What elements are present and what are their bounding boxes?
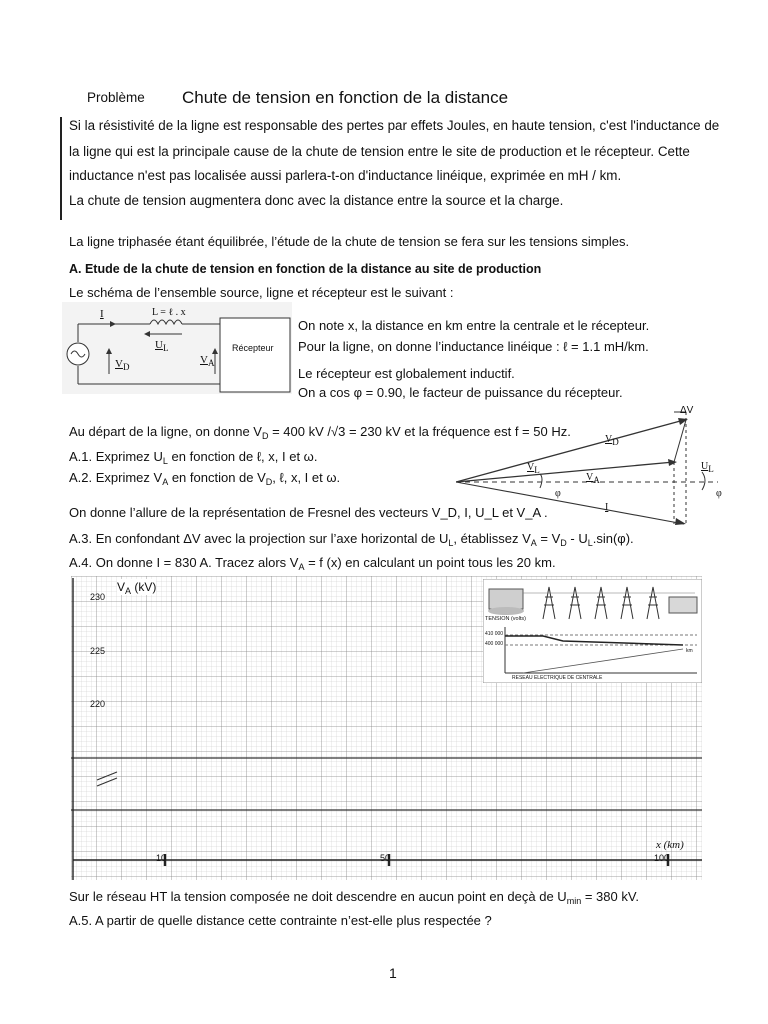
section-a-heading: A. Etude de la chute de tension en fonction de la distance au site de production [69,262,542,276]
circuit-vd-label: $V_D$ [115,358,130,372]
question-a2: A.2. Exprimez $V_A$ en fonction de $V_D$, ℓ, x, I et ω. [69,470,341,487]
phasor-vd-label: $V_D$ [605,434,619,447]
graph-ylabel: $V_A$ (kV) [117,580,157,596]
x-tick-label-50: 50 [380,853,391,863]
phasor-ul-label: $U_L$ [701,461,714,474]
page-title: Chute de tension en fonction de la distance [182,88,509,107]
inset-tension-label: TENSION (volts) [485,616,526,622]
inset-caption: RESEAU ELECTRIQUE DE CENTRALE [512,675,603,681]
phasor-vl-label: $V_L$ [527,462,540,475]
x-tick-label-100: 100 [654,853,670,863]
question-a5: A.5. A partir de quelle distance cette contrainte n’est-elle plus respectée ? [69,913,492,928]
intro-line-2: la ligne qui est la principale cause de la chute de tension entre le site de production et le récepteur. Cette [69,144,690,159]
y-tick-225: 225 [90,646,106,656]
y-tick-230: 230 [90,592,106,602]
fresnel-statement: On donne l’allure de la représentation de Fresnel des vecteurs V_D, I, U_L et V_A . [69,505,548,520]
ht-constraint: Sur le réseau HT la tension composée ne doit descendre en aucun point en deçà de $U_{min} = 380$ kV. [69,889,639,906]
note-inductance: Pour la ligne, on donne l’inductance linéique : ℓ = 1.1 mH/km. [298,339,649,354]
note-inductive: Le récepteur est globalement inductif. [298,366,515,381]
x-tick-label-10: 10 [156,853,167,863]
network-inset-illustration [483,579,702,683]
given-values: Au départ de la ligne, on donne $V_D = 400$ kV /√3 = 230 kV et la fréquence est f = 50 Hz. [69,424,571,441]
intro-line-3: inductance n'est pas localisée aussi parlera-t-on d'inductance linéique, exprimée en mH / km. [69,168,622,183]
fresnel-diagram [456,402,726,530]
intro-line-4: La chute de tension augmentera donc avec la distance entre la source et la charge. [69,193,564,208]
statement: La ligne triphasée étant équilibrée, l’étude de la chute de tension se fera sur les tensions simples. [69,234,630,249]
question-a3: A.3. En confondant ΔV avec la projection sur l’axe horizontal de $U_L$, établissez $V_A = V_D - U_L.\sin(\varphi)$. [69,531,634,548]
schema-intro: Le schéma de l’ensemble source, ligne et récepteur est le suivant : [69,285,454,300]
problem-label: Problème [87,90,145,105]
phasor-phi-label-2: φ [716,488,722,499]
intro-sidebar-rule [60,117,62,220]
circuit-ul-label: $U_L$ [155,339,169,353]
inset-v2: 400 000 [485,641,504,647]
phasor-i-label: I [605,502,609,513]
phasor-va-label: $V_A$ [586,472,600,485]
note-power-factor: On a cos φ = 0.90, le facteur de puissance du récepteur. [298,385,623,400]
circuit-current-label: I [100,308,104,320]
graph-xlabel: x (km) [656,839,684,851]
question-a1: A.1. Exprimez $U_L$ en fonction de ℓ, x, I et ω. [69,449,318,466]
question-a4: A.4. On donne I = 830 A. Tracez alors $V_A = f$ (x) en calculant un point tous les 20 km. [69,555,556,572]
y-tick-220: 220 [90,699,106,709]
inset-km: km [686,648,693,654]
circuit-inductance-label: L = ℓ . x [152,307,186,318]
phasor-phi-label: φ [555,488,561,499]
inset-v1: 410 000 [485,631,504,637]
page-number: 1 [389,965,397,981]
circuit-receiver-label: Récepteur [232,343,274,353]
phasor-dv-label: ΔV [680,405,694,416]
note-distance: On note x, la distance en km entre la centrale et le récepteur. [298,318,650,333]
intro-line-1: Si la résistivité de la ligne est responsable des pertes par effets Joules, en haute tension, c'est l'inductance de [69,118,720,133]
circuit-va-label: $V_A$ [200,354,215,368]
